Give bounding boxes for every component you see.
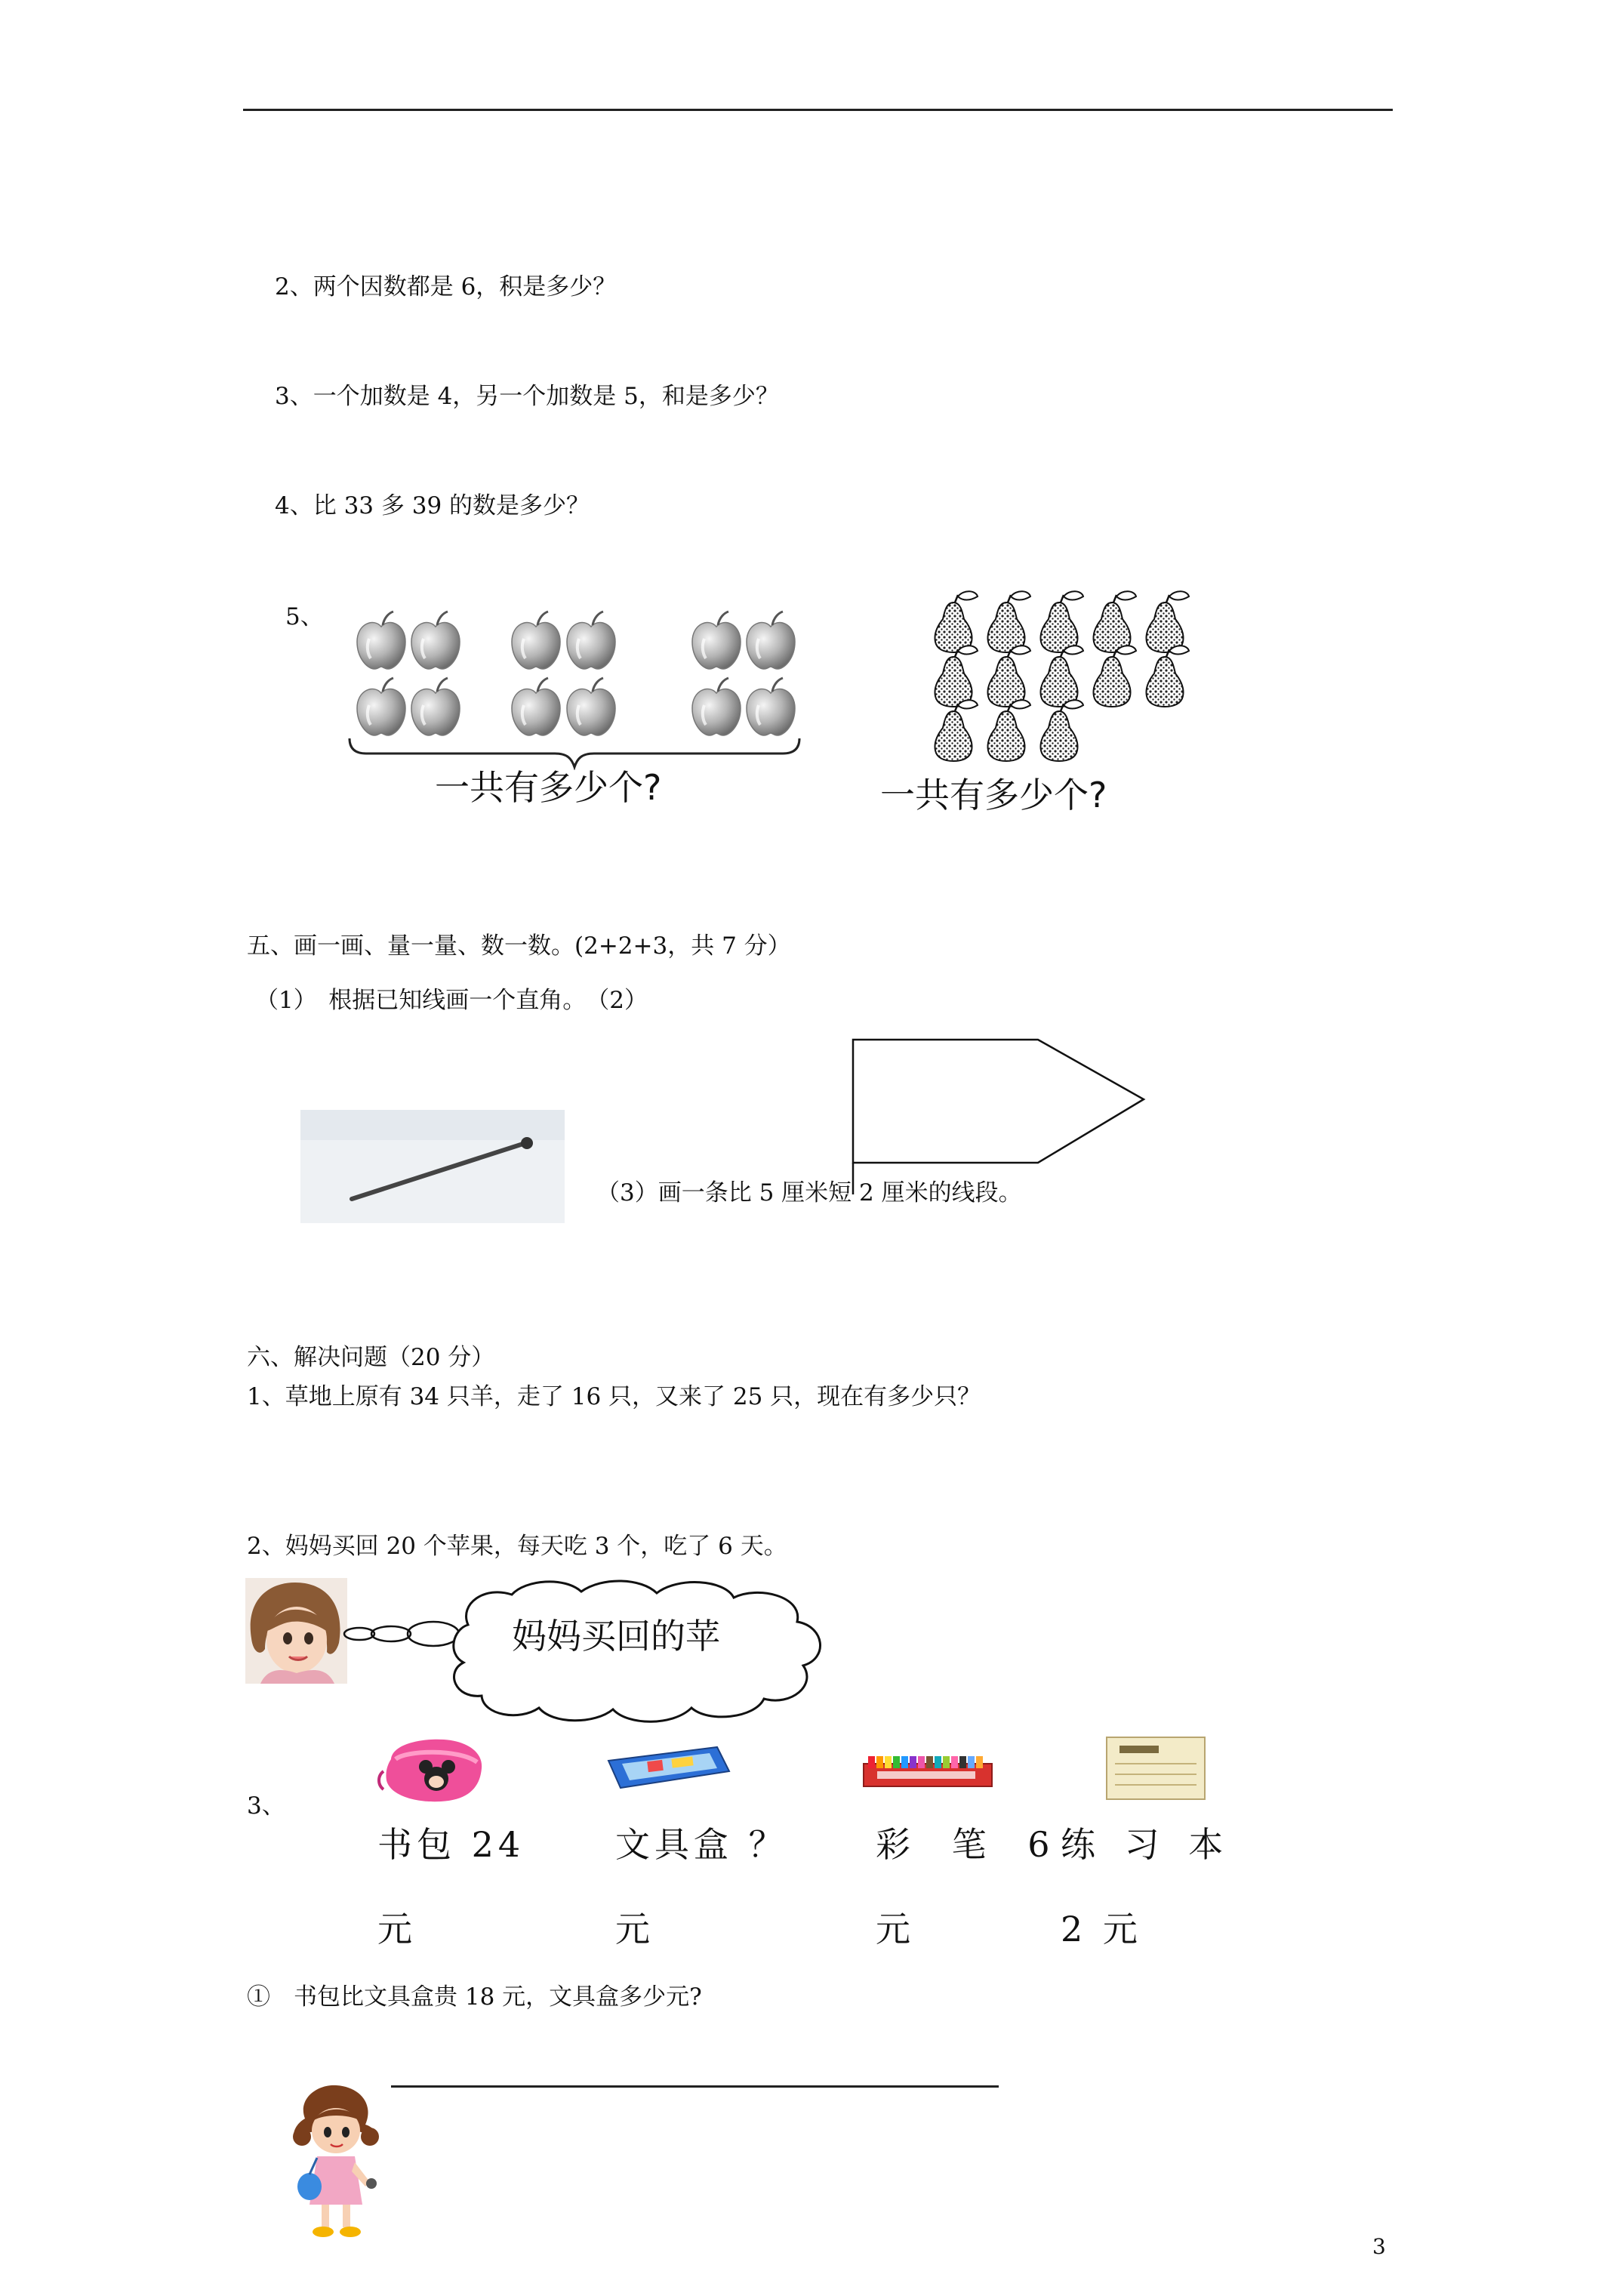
item-crayons-unit: 元 [876,1909,915,1949]
item-exercise-book-unit: 2 元 [1061,1909,1142,1949]
question-3: 3、一个加数是 4，另一个加数是 5，和是多少？ [275,383,779,410]
exercise-book-image [1106,1737,1206,1800]
item-crayons-label: 彩 笔 6 [876,1824,1065,1865]
pear-icon [935,591,978,652]
problem-3-number: 3、 [247,1792,285,1820]
item-schoolbag-label: 书包 24 [377,1824,525,1865]
question-4: 4、比 33 多 39 的数是多少？ [275,492,590,519]
section-5-sub3: （3）画一条比 5 厘米短 2 厘米的线段。 [596,1179,1022,1207]
apple-icon [357,612,405,669]
apple-icon [512,612,560,669]
section-6-title: 六、解决问题（20 分） [247,1344,495,1371]
section-5-sub1: （1） 根据已知线画一个直角。 （2） [255,987,648,1014]
pear-icon [1093,646,1136,707]
mother-avatar [245,1578,347,1684]
given-line-figure [300,1110,565,1223]
apple-icon [567,678,615,735]
pears-figure [925,581,1204,766]
problem-3-sub-question-1: ① 书包比文具盒贵 18 元，文具盒多少元? [247,1983,702,2011]
apple-icon [747,678,795,735]
page-number: 3 [1372,2234,1386,2259]
brace [350,738,799,767]
apples-figure [343,596,812,770]
apple-icon [567,612,615,669]
schoolbag-image [376,1737,489,1804]
section-5-title: 五、画一画、量一量、数一数。(2+2+3，共 7 分） [247,932,791,960]
pear-icon [1146,591,1189,652]
pear-icon [1146,646,1189,707]
pear-icon [1040,646,1083,707]
pear-icon [987,700,1030,761]
problem-1: 1、草地上原有 34 只羊，走了 16 只，又来了 25 只，现在有多少只？ [247,1383,981,1410]
pears-caption: 一共有多少个? [880,775,1107,815]
pear-icon [1040,591,1083,652]
pear-icon [935,700,978,761]
pear-icon [1040,700,1083,761]
apple-icon [692,612,741,669]
apple-icon [747,612,795,669]
item-exercise-book-label: 练 习 本 [1061,1824,1233,1865]
girl-cartoon [287,2084,385,2242]
question-2: 2、两个因数都是 6，积是多少？ [275,273,617,300]
item-pencil-box-label: 文具盒 ？ [615,1824,788,1865]
pencil-box-image [604,1744,732,1791]
pear-icon [987,591,1030,652]
pear-icon [935,646,978,707]
crayons-image [862,1753,994,1792]
apples-caption: 一共有多少个? [435,767,662,808]
header-rule [243,109,1393,111]
pear-icon [987,646,1030,707]
apple-icon [411,678,460,735]
apple-icon [411,612,460,669]
apple-icon [512,678,560,735]
answer-line [391,2085,999,2088]
problem-2: 2、妈妈买回 20 个苹果，每天吃 3 个，吃了 6 天。 [247,1533,787,1560]
thought-bubble-text: 妈妈买回的苹 [512,1616,720,1657]
item-schoolbag-unit: 元 [377,1909,417,1949]
item-pencil-box-unit: 元 [615,1909,654,1949]
apple-icon [357,678,405,735]
apple-icon [692,678,741,735]
question-5-number: 5、 [285,603,324,630]
pentagon-figure [849,1036,1147,1196]
pear-icon [1093,591,1136,652]
